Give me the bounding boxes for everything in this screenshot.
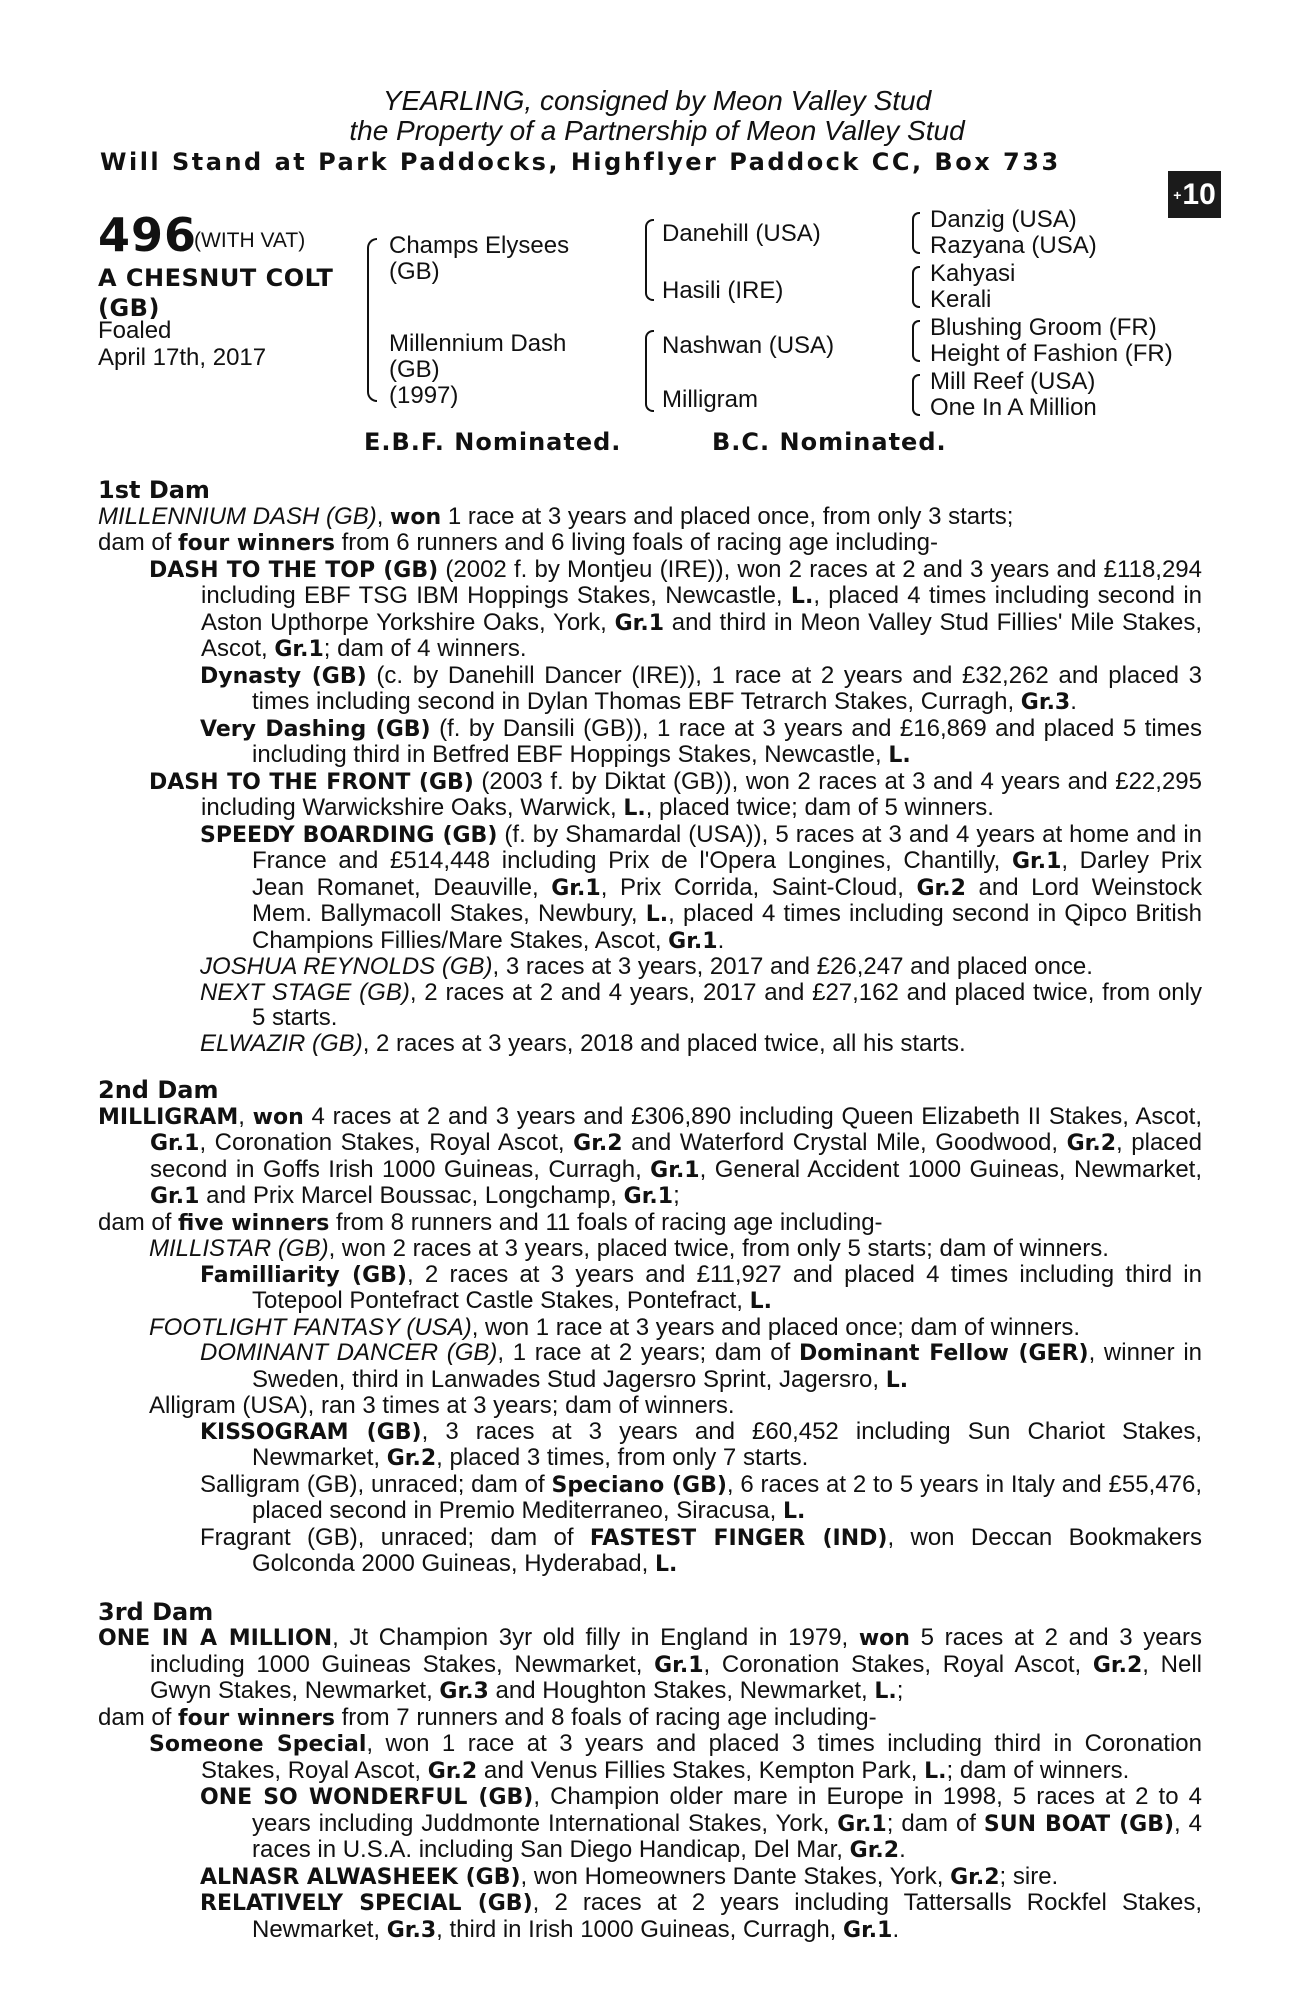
sire-name: Champs Elysees <box>389 232 570 259</box>
sire-sire: Danehill (USA) <box>662 220 821 247</box>
text-run: , Prix Corrida, Saint-Cloud, <box>600 873 917 901</box>
text-run: , Jt Champion 3yr old filly in England in 1979, <box>332 1624 859 1651</box>
pedigree-entry <box>98 1210 1202 1237</box>
bold-text: Gr.1 <box>551 875 601 901</box>
text-run: , third in Irish 1000 Guineas, Curragh, <box>436 1915 844 1943</box>
sire-dam: Hasili (IRE) <box>662 277 784 304</box>
text-run: and Houghton Stakes, Newmarket, <box>488 1677 875 1704</box>
pedigree-entry <box>98 1236 1202 1262</box>
text-run: , placed second in Goffs Irish 1000 Guineas, Curragh, <box>150 1129 1203 1183</box>
pedigree-entry <box>98 1784 1202 1864</box>
italic-text: FOOTLIGHT FANTASY (USA) <box>149 1313 472 1341</box>
bold-text: Gr.1 <box>614 610 665 636</box>
bold-text: Gr.2 <box>1066 1131 1117 1156</box>
bold-text: ONE IN A MILLION <box>98 1626 333 1651</box>
text-run: and Waterford Crystal Mile, Goodwood, <box>622 1129 1067 1156</box>
badge-value: 10 <box>1182 177 1216 211</box>
text-run: dam of <box>98 529 179 556</box>
bold-text: Gr.1 <box>654 1652 704 1678</box>
bc-nominated: B.C. Nominated. <box>712 428 947 456</box>
bold-text: SUN BOAT (GB) <box>983 1811 1175 1837</box>
text-run: (c. by Danehill Dancer (IRE)), 1 race at 2 years and £32,262 and placed 3 times including second in Dylan Thomas EBF Tetrarch Stakes, Curragh, <box>252 661 1202 715</box>
bold-text: Gr.2 <box>386 1446 437 1471</box>
text-run: , 1 race at 2 years; dam of <box>497 1339 799 1366</box>
bold-text: won <box>858 1626 910 1651</box>
brace-g2 <box>912 266 920 308</box>
bold-text: KISSOGRAM (GB) <box>200 1419 422 1445</box>
bold-text: Gr.2 <box>427 1758 478 1784</box>
bold-text: Gr.1 <box>150 1184 200 1209</box>
bold-text: L. <box>645 902 669 927</box>
badge-plus: + <box>1173 186 1182 203</box>
bold-text: Gr.2 <box>849 1838 900 1863</box>
text-run: , 4 races in U.S.A. including San Diego Handicap, Del Mar, <box>252 1809 1202 1863</box>
pedigree-entry <box>98 504 1202 531</box>
bold-text: Gr.2 <box>950 1864 1000 1890</box>
pedigree-entry <box>98 716 1202 769</box>
gg-8: One In A Million <box>930 394 1097 421</box>
text-run: , winner in Sweden, third in Lanwades Stud Jagersro Sprint, Jagersro, <box>252 1339 1202 1393</box>
bold-text: five winners <box>178 1210 330 1236</box>
bold-text: FASTEST FINGER (IND) <box>589 1525 888 1551</box>
property-line: the Property of a Partnership of Meon Valley Stud <box>349 115 965 146</box>
gg-4: Kerali <box>930 286 992 313</box>
text-run: from 7 runners and 8 foals of racing age including- <box>334 1703 877 1731</box>
pedigree-entry <box>98 1525 1202 1578</box>
text-run: , won 1 race at 3 years and placed 3 times including third in Coronation Stakes, Royal Ascot, <box>201 1730 1202 1784</box>
text-run: (2002 f. by Montjeu (IRE)), won 2 races at 2 and 3 years and £118,294 including EBF TSG IBM Hoppings Stakes, Newcastle, <box>201 555 1202 609</box>
text-run: ; dam of 4 winners. <box>323 635 527 662</box>
bold-text: Gr.1 <box>274 637 324 662</box>
vat-note: (WITH VAT) <box>194 229 306 252</box>
bold-text: Gr.2 <box>573 1131 623 1156</box>
bold-text: SPEEDY BOARDING (GB) <box>200 822 498 848</box>
text-run: dam of <box>98 1208 179 1236</box>
ebf-nominated: E.B.F. Nominated. <box>364 428 622 456</box>
text-run: . <box>899 1836 906 1863</box>
bold-text: L. <box>888 743 911 768</box>
text-run: dam of <box>98 1703 179 1731</box>
foaled-date: April 17th, 2017 <box>98 344 267 371</box>
lot-title-line2: (GB) <box>98 294 160 322</box>
text-run: , won 1 race at 3 years and placed once; dam of winners. <box>471 1313 1081 1341</box>
text-run: , Nell Gwyn Stakes, Newmarket, <box>150 1650 1203 1704</box>
consignor-line: YEARLING, consigned by Meon Valley Stud <box>382 85 932 116</box>
bold-text: L. <box>654 1552 678 1577</box>
pedigree-entry <box>98 1705 1202 1732</box>
bold-text: Gr.1 <box>150 1131 200 1156</box>
text-run: ; dam of winners. <box>946 1756 1130 1784</box>
bold-text: Gr.3 <box>1020 690 1071 715</box>
pedigree-entry <box>98 1472 1202 1525</box>
text-run: ; <box>896 1677 904 1704</box>
dam-heading: 1st Dam <box>98 476 210 504</box>
bold-text: Familliarity (GB) <box>200 1262 407 1288</box>
text-run: and Prix Marcel Boussac, Longchamp, <box>199 1182 624 1209</box>
text-run: and Lord Weinstock Mem. Ballymacoll Stakes, Newbury, <box>252 873 1203 927</box>
brace-g3 <box>912 320 920 362</box>
italic-text: DOMINANT DANCER (GB) <box>200 1339 498 1366</box>
bold-text: Gr.2 <box>1092 1652 1143 1678</box>
text-run: , <box>376 502 391 530</box>
pedigree-entry <box>98 1315 1202 1341</box>
lot-title <box>98 263 333 323</box>
text-run: , placed 4 times including second in Qipco British Champions Fillies/Mare Stakes, Ascot, <box>252 900 1202 954</box>
text-run: , 6 races at 2 to 5 years in Italy and £55,476, placed second in Premio Mediterraneo, Siracusa, <box>252 1470 1203 1524</box>
pedigree-entry <box>98 1419 1202 1472</box>
pedigree-entry <box>98 1340 1202 1393</box>
text-run: , 3 races at 3 years and £60,452 including Sun Chariot Stakes, Newmarket, <box>252 1417 1202 1471</box>
gg-2: Razyana (USA) <box>930 232 1097 259</box>
italic-text: ELWAZIR (GB) <box>200 1029 363 1057</box>
dam-heading: 3rd Dam <box>98 1597 214 1626</box>
dam-heading: 2nd Dam <box>98 1076 219 1104</box>
text-run: 5 races at 2 and 3 years including 1000 Guineas Stakes, Newmarket, <box>150 1624 1202 1678</box>
gg-6: Height of Fashion (FR) <box>930 340 1173 367</box>
pedigree-entry <box>98 954 1202 980</box>
text-run: Alligram (USA), ran 3 times at 3 years; dam of winners. <box>149 1392 735 1419</box>
dam-dam: Milligram <box>662 386 758 413</box>
text-run: (2003 f. by Diktat (GB)), won 2 races at 3 and 4 years and £22,295 including Warwickshire Oaks, Warwick, <box>201 767 1202 821</box>
text-run: , <box>238 1102 253 1130</box>
dam-year: (1997) <box>389 382 459 409</box>
text-run: . <box>1070 688 1077 715</box>
text-run: (f. by Shamardal (USA)), 5 races at 3 and 4 years at home and in France and £514,448 including Prix de l'Opera Longines, Chantilly, <box>252 820 1203 874</box>
text-run: and third in Meon Valley Stud Fillies' Mile Stakes, Ascot, <box>201 608 1203 662</box>
text-run: , Coronation Stakes, Royal Ascot, <box>199 1129 574 1156</box>
bold-text: won <box>252 1104 304 1130</box>
pedigree-entry <box>98 1262 1202 1315</box>
pedigree-entry <box>98 1031 1202 1057</box>
brace-g4 <box>912 374 920 416</box>
text-run: and Venus Fillies Stakes, Kempton Park, <box>477 1756 925 1784</box>
bold-text: L. <box>885 1367 909 1393</box>
gg-1: Danzig (USA) <box>930 206 1077 233</box>
dam-name: Millennium Dash <box>389 330 567 357</box>
dam <box>389 331 566 409</box>
bold-text: L. <box>623 796 646 821</box>
bold-text: Gr.1 <box>650 1157 700 1183</box>
text-run: , placed 3 times, from only 7 starts. <box>436 1444 809 1471</box>
bold-text: RELATIVELY SPECIAL (GB) <box>200 1891 533 1916</box>
bold-text: Gr.1 <box>843 1917 893 1943</box>
bold-text: Gr.1 <box>623 1184 674 1209</box>
text-run: 4 races at 2 and 3 years and £306,890 including Queen Elizabeth II Stakes, Ascot, <box>303 1102 1203 1130</box>
bold-text: Gr.3 <box>439 1679 489 1704</box>
dam-sire: Nashwan (USA) <box>662 332 835 359</box>
bold-text: Very Dashing (GB) <box>200 716 431 742</box>
bold-text: Dynasty (GB) <box>200 663 367 689</box>
text-run: , 2 races at 3 years and £11,927 and placed 4 times including third in Totepool Pontefract Castle Stakes, Pontefract, <box>252 1260 1202 1314</box>
italic-text: JOSHUA REYNOLDS (GB) <box>200 953 493 980</box>
text-run: , Coronation Stakes, Royal Ascot, <box>703 1650 1093 1678</box>
pedigree-entry <box>98 1731 1202 1784</box>
text-run: , won 2 races at 3 years, placed twice, from only 5 starts; dam of winners. <box>328 1235 1109 1262</box>
bold-text: Gr.1 <box>837 1811 887 1837</box>
text-run: ; sire. <box>999 1862 1059 1890</box>
pedigree-entry <box>98 530 1202 557</box>
bold-text: Speciano (GB) <box>551 1472 727 1498</box>
bold-text: ONE SO WONDERFUL (GB) <box>200 1785 534 1810</box>
italic-text: NEXT STAGE (GB) <box>200 978 410 1006</box>
text-run: , placed 4 times including second in Aston Upthorpe Yorkshire Oaks, York, <box>201 582 1203 636</box>
text-run: (f. by Dansili (GB)), 1 race at 3 years and £16,869 and placed 5 times including third in Betfred EBF Hoppings Stakes, Newcastle, <box>252 714 1202 768</box>
lot-badge <box>1168 171 1221 218</box>
text-run: Fragrant (GB), unraced; dam of <box>200 1523 590 1551</box>
bold-text: Gr.1 <box>1011 849 1062 874</box>
text-run: 1 race at 3 years and placed once, from only 3 starts; <box>441 502 1014 530</box>
pedigree-brace-sire <box>645 219 654 301</box>
gg-7: Mill Reef (USA) <box>930 368 1096 395</box>
bold-text: won <box>390 504 442 530</box>
pedigree-brace-dam <box>645 330 654 412</box>
pedigree-entry <box>98 822 1202 955</box>
text-run: , placed twice; dam of 5 winners. <box>645 794 994 821</box>
pedigree-entry <box>98 1393 1202 1419</box>
text-run: , won Deccan Bookmakers Golconda 2000 Guineas, Hyderabad, <box>252 1523 1202 1577</box>
bold-text: L. <box>790 584 814 609</box>
text-run: , won Homeowners Dante Stakes, York, <box>520 1862 951 1890</box>
text-run: ; <box>673 1182 680 1209</box>
text-run: , 2 races at 2 and 4 years, 2017 and £27,162 and placed twice, from only 5 starts. <box>252 978 1202 1031</box>
stand-location: Will Stand at Park Paddocks, Highflyer Paddock CC, Box 733 <box>100 148 1061 176</box>
bold-text: Gr.2 <box>916 875 966 901</box>
text-run: , 2 races at 2 years including Tattersalls Rockfel Stakes, Newmarket, <box>252 1889 1203 1943</box>
text-run: from 6 runners and 6 living foals of racing age including- <box>334 529 938 556</box>
text-run: , General Accident 1000 Guineas, Newmarket, <box>699 1155 1203 1183</box>
lot-title-line1: A CHESNUT COLT <box>98 264 334 292</box>
pedigree-entry <box>98 980 1202 1031</box>
text-run: , Champion older mare in Europe in 1998, 5 races at 2 to 4 years including Juddmonte International Stakes, York, <box>252 1783 1202 1837</box>
pedigree-entry <box>98 769 1202 822</box>
pedigree-entry <box>98 1864 1202 1891</box>
family-notes <box>98 478 1202 1943</box>
bold-text: L. <box>749 1289 772 1314</box>
bold-text: ALNASR ALWASHEEK (GB) <box>200 1864 521 1890</box>
pedigree-entry <box>98 557 1202 663</box>
bold-text: Gr.1 <box>668 928 718 954</box>
dam-country: (GB) <box>389 356 440 383</box>
bold-text: L. <box>874 1679 897 1704</box>
bold-text: DASH TO THE TOP (GB) <box>149 557 439 583</box>
bold-text: four winners <box>178 1705 335 1731</box>
bold-text: Someone Special <box>149 1732 367 1757</box>
italic-text: MILLENNIUM DASH (GB) <box>98 502 377 530</box>
text-run: , Darley Prix Jean Romanet, Deauville, <box>252 847 1202 901</box>
bold-text: Dominant Fellow (GER) <box>798 1341 1089 1366</box>
foaled-label: Foaled <box>98 317 172 344</box>
bold-text: DASH TO THE FRONT (GB) <box>149 769 474 795</box>
brace-g1 <box>912 212 920 254</box>
lot-number: 496 <box>98 208 198 262</box>
text-run: ; dam of <box>886 1809 984 1837</box>
bold-text: L. <box>782 1499 806 1524</box>
bold-text: MILLIGRAM <box>98 1104 239 1130</box>
text-run: , 3 races at 3 years, 2017 and £26,247 and placed once. <box>492 953 1093 980</box>
pedigree-entry <box>98 1890 1202 1943</box>
bold-text: Gr.3 <box>386 1917 437 1943</box>
bold-text: four winners <box>178 531 335 556</box>
foaled-info <box>98 317 266 371</box>
text-run: , 2 races at 3 years, 2018 and placed twice, all his starts. <box>362 1029 966 1057</box>
italic-text: MILLISTAR (GB) <box>149 1235 329 1262</box>
pedigree-entry <box>98 1625 1202 1705</box>
text-run: . <box>717 926 725 954</box>
pedigree-brace-main <box>367 238 377 402</box>
bold-text: L. <box>924 1758 947 1784</box>
sire-country: (GB) <box>389 258 440 285</box>
text-run: . <box>892 1915 900 1943</box>
gg-5: Blushing Groom (FR) <box>930 314 1157 341</box>
text-run: from 8 runners and 11 foals of racing age including- <box>329 1208 883 1236</box>
pedigree-entry <box>98 663 1202 716</box>
sire <box>389 233 569 285</box>
gg-3: Kahyasi <box>930 260 1016 287</box>
text-run: Salligram (GB), unraced; dam of <box>200 1470 552 1498</box>
pedigree-entry <box>98 1104 1202 1210</box>
